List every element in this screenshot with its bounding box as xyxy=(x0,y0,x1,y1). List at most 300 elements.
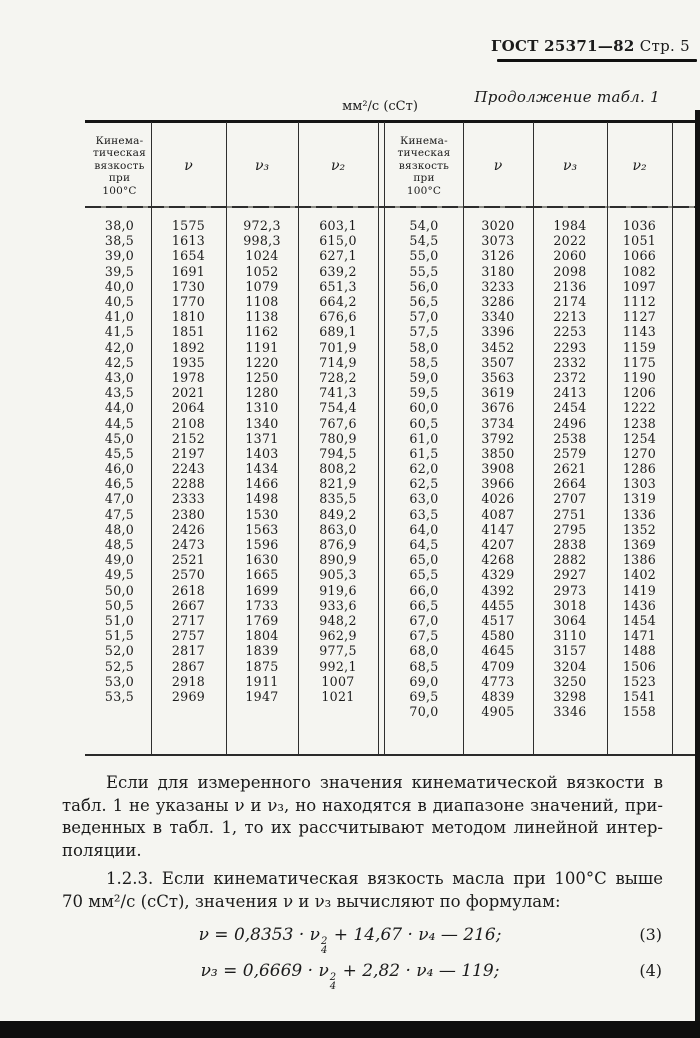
table-cell: 46,5 xyxy=(104,476,135,492)
table-cell: 808,2 xyxy=(319,461,357,477)
table-cell: 2618 xyxy=(171,582,206,598)
table-cell: 1770 xyxy=(171,294,206,310)
table-row xyxy=(88,507,378,522)
table-row xyxy=(385,385,672,400)
table-cell: 639,2 xyxy=(319,263,357,279)
table-cell: 2717 xyxy=(171,612,206,628)
table-row xyxy=(385,674,672,689)
table-row xyxy=(385,476,672,491)
table-row xyxy=(385,415,672,430)
table-cell: 3250 xyxy=(553,673,587,689)
table-cell: 1007 xyxy=(321,673,355,689)
table-row xyxy=(88,415,378,430)
table-cell: 2795 xyxy=(553,521,587,537)
table-cell: 1386 xyxy=(622,552,657,568)
paragraph-1-2-3: 1.2.3. Если кинематическая вязкость масла при 100°С выше 70 мм²/с (сСт), значения ν и ν₃ вычисляют по формулам: xyxy=(62,869,663,911)
table-cell: 1691 xyxy=(171,263,206,279)
table-cell: 2413 xyxy=(553,385,587,401)
table-cell: 2867 xyxy=(171,658,206,674)
table-row xyxy=(88,689,378,704)
table-cell: 3157 xyxy=(553,643,587,659)
table-row xyxy=(88,400,378,415)
table-cell: 50,0 xyxy=(104,582,135,598)
table-row xyxy=(385,522,672,537)
table-cell: 4773 xyxy=(481,673,515,689)
table-cell: 1892 xyxy=(171,339,206,355)
table-cell: 962,9 xyxy=(319,628,357,644)
table-cell: 2751 xyxy=(553,506,587,522)
table-cell: 3734 xyxy=(481,415,515,431)
table-cell: 664,2 xyxy=(319,294,357,310)
table-cell: 3792 xyxy=(481,430,515,446)
table-cell: 2243 xyxy=(171,461,206,477)
table-header-right xyxy=(385,126,672,206)
table-cell: 2454 xyxy=(553,400,587,416)
table-cell: 4580 xyxy=(481,628,515,644)
table-cell: 64,0 xyxy=(409,521,439,537)
table-cell: 55,5 xyxy=(409,263,439,279)
table-cell: 43,5 xyxy=(104,385,135,401)
table-cell: 3966 xyxy=(481,476,515,492)
table-row xyxy=(385,279,672,294)
table-cell: 1369 xyxy=(622,537,657,553)
table-cell: 1563 xyxy=(245,521,279,537)
table-row xyxy=(88,613,378,628)
table-cell: 61,5 xyxy=(409,445,439,461)
table-cell: 1238 xyxy=(622,415,657,431)
table-cell: 1454 xyxy=(622,612,657,628)
table-cell: 1810 xyxy=(171,309,206,325)
table-cell: 1434 xyxy=(245,461,279,477)
table-row xyxy=(88,643,378,658)
table-cell: 1851 xyxy=(171,324,206,340)
table-cell: 1190 xyxy=(622,369,657,385)
scan-edge-right xyxy=(695,110,700,1038)
equation-number-4: (4) xyxy=(639,961,662,980)
table-cell: 1498 xyxy=(245,491,279,507)
table-cell: 948,2 xyxy=(319,612,357,628)
table-cell: 1506 xyxy=(622,658,657,674)
table-cell: 1471 xyxy=(622,628,657,644)
table-cell: 52,5 xyxy=(104,658,135,674)
table-cell: 689,1 xyxy=(319,324,357,340)
table-top-rule xyxy=(85,120,697,123)
table-cell: 2882 xyxy=(553,552,587,568)
table-cell: 53,0 xyxy=(104,673,135,689)
table-cell: 58,5 xyxy=(409,354,439,370)
table-cell: 1127 xyxy=(622,309,657,325)
table-cell: 2136 xyxy=(553,278,587,294)
table-row xyxy=(88,476,378,491)
table-cell: 767,6 xyxy=(319,415,357,431)
table-cell: 1066 xyxy=(622,248,657,264)
table-cell: 60,5 xyxy=(409,415,439,431)
col-header-nu: ν xyxy=(184,158,193,174)
table-cell: 4026 xyxy=(481,491,515,507)
table-cell: 43,0 xyxy=(104,369,135,385)
table-cell: 2838 xyxy=(553,537,587,553)
col-header-nu2: ν₂ xyxy=(632,158,647,174)
table-cell: 919,6 xyxy=(319,582,357,598)
table-row xyxy=(385,446,672,461)
table-cell: 42,5 xyxy=(104,354,135,370)
table-cell: 2927 xyxy=(553,567,587,583)
table-cell: 4268 xyxy=(481,552,515,568)
table-cell: 1220 xyxy=(245,354,279,370)
table-cell: 46,0 xyxy=(104,461,135,477)
table-cell: 651,3 xyxy=(319,278,357,294)
table-cell: 2174 xyxy=(553,294,587,310)
table-cell: 2152 xyxy=(171,430,206,446)
table-cell: 1206 xyxy=(622,385,657,401)
sup-sub-stack: 2 4 xyxy=(329,972,337,992)
table-row xyxy=(88,324,378,339)
table-cell: 780,9 xyxy=(319,430,357,446)
table-cell: 2707 xyxy=(553,491,587,507)
table-cell: 4392 xyxy=(481,582,515,598)
table-cell: 38,5 xyxy=(104,233,135,249)
sup-sub-stack: 2 4 xyxy=(320,936,328,956)
table-cell: 794,5 xyxy=(319,445,357,461)
table-cell: 2380 xyxy=(171,506,206,522)
table-row xyxy=(88,658,378,673)
table-cell: 876,9 xyxy=(319,537,357,553)
table-cell: 4455 xyxy=(481,597,515,613)
table-cell: 4517 xyxy=(481,612,515,628)
header-rule xyxy=(497,59,697,62)
table-cell: 1839 xyxy=(245,643,279,659)
table-cell: 3073 xyxy=(481,233,515,249)
table-cell: 701,9 xyxy=(319,339,357,355)
table-cell: 1984 xyxy=(553,218,587,234)
table-cell: 3396 xyxy=(481,324,515,340)
table-cell: 998,3 xyxy=(243,233,281,249)
table-cell: 2757 xyxy=(171,628,206,644)
table-cell: 49,5 xyxy=(104,567,135,583)
table-cell: 38,0 xyxy=(104,218,135,234)
table-cell: 2108 xyxy=(171,415,206,431)
table-cell: 1024 xyxy=(245,248,279,264)
table-cell: 3850 xyxy=(481,445,515,461)
table-cell: 1488 xyxy=(622,643,657,659)
table-row xyxy=(88,279,378,294)
table-cell: 1280 xyxy=(245,385,279,401)
table-cell: 2333 xyxy=(171,491,206,507)
table-cell: 1630 xyxy=(245,552,279,568)
table-row xyxy=(385,567,672,582)
table-cell: 48,0 xyxy=(104,521,135,537)
table-cell: 1250 xyxy=(245,369,279,385)
table-cell: 1112 xyxy=(622,294,657,310)
page-header xyxy=(290,37,690,55)
table-cell: 2293 xyxy=(553,339,587,355)
table-cell: 2021 xyxy=(171,385,206,401)
table-cell: 61,0 xyxy=(409,430,439,446)
table-cell: 1108 xyxy=(245,294,279,310)
table-row xyxy=(88,674,378,689)
table-row xyxy=(88,233,378,248)
table-row xyxy=(88,522,378,537)
table-cell: 863,0 xyxy=(319,521,357,537)
table-cell: 1730 xyxy=(171,278,206,294)
table-cell: 1270 xyxy=(622,445,657,461)
table-cell: 2213 xyxy=(553,309,587,325)
table-cell: 1978 xyxy=(171,369,206,385)
table-cell: 1419 xyxy=(622,582,657,598)
table-cell: 1523 xyxy=(622,673,657,689)
table-cell: 1036 xyxy=(622,218,657,234)
table-cell: 45,5 xyxy=(104,445,135,461)
table-row xyxy=(88,431,378,446)
table-cell: 42,0 xyxy=(104,339,135,355)
table-cell: 53,5 xyxy=(104,688,135,704)
table-cell: 62,5 xyxy=(409,476,439,492)
table-cell: 3064 xyxy=(553,612,587,628)
table-cell: 65,0 xyxy=(409,552,439,568)
table-header-rule xyxy=(85,206,697,208)
table-row xyxy=(88,370,378,385)
table-row xyxy=(88,583,378,598)
table-row xyxy=(385,537,672,552)
table-row xyxy=(385,598,672,613)
table-cell: 66,0 xyxy=(409,582,439,598)
table-row xyxy=(385,643,672,658)
table-cell: 1319 xyxy=(622,491,657,507)
table-cell: 1665 xyxy=(245,567,279,583)
table-cell: 1286 xyxy=(622,461,657,477)
table-cell: 51,0 xyxy=(104,612,135,628)
table-cell: 2022 xyxy=(553,233,587,249)
table-cell: 972,3 xyxy=(243,218,281,234)
table-row xyxy=(385,461,672,476)
table-cell: 65,5 xyxy=(409,567,439,583)
table-cell: 3563 xyxy=(481,369,515,385)
table-cell: 3020 xyxy=(481,218,515,234)
table-cell: 66,5 xyxy=(409,597,439,613)
table-row xyxy=(385,613,672,628)
table-cell: 2426 xyxy=(171,521,206,537)
table-cell: 4645 xyxy=(481,643,515,659)
table-cell: 64,5 xyxy=(409,537,439,553)
table-cell: 2197 xyxy=(171,445,206,461)
table-cell: 2064 xyxy=(171,400,206,416)
table-row xyxy=(385,689,672,704)
table-cell: 1875 xyxy=(245,658,279,674)
table-cell: 754,4 xyxy=(319,400,357,416)
table-cell: 1191 xyxy=(245,339,279,355)
table-cell: 2521 xyxy=(171,552,206,568)
table-cell: 1541 xyxy=(622,688,657,704)
table-cell: 603,1 xyxy=(319,218,357,234)
table-cell: 1336 xyxy=(622,506,657,522)
table-cell: 977,5 xyxy=(319,643,357,659)
table-row xyxy=(88,294,378,309)
table-cell: 1530 xyxy=(245,506,279,522)
table-row xyxy=(385,355,672,370)
table-cell: 63,0 xyxy=(409,491,439,507)
table-row xyxy=(88,248,378,263)
paragraph-interpolation: Если для измеренного значения кинематической вязкости в табл. 1 не указаны ν и ν₃, но находятся в диапазоне значений, при- веденных в табл. 1, то их рассчитывают методом линейной интер- поляции. xyxy=(62,773,663,860)
table-cell: 1138 xyxy=(245,309,279,325)
table-row xyxy=(88,491,378,506)
table-cell: 1596 xyxy=(245,537,279,553)
table-cell: 39,5 xyxy=(104,263,135,279)
table-cell: 1162 xyxy=(245,324,279,340)
table-cell: 1575 xyxy=(171,218,206,234)
table-cell: 2372 xyxy=(553,369,587,385)
table-cell: 51,5 xyxy=(104,628,135,644)
table-row xyxy=(88,461,378,476)
table-row xyxy=(385,340,672,355)
table-cell: 57,0 xyxy=(409,309,439,325)
table-cell: 67,5 xyxy=(409,628,439,644)
table-cell: 2664 xyxy=(553,476,587,492)
table-row xyxy=(385,248,672,263)
table-row xyxy=(385,400,672,415)
table-cell: 2288 xyxy=(171,476,206,492)
table-cell: 57,5 xyxy=(409,324,439,340)
equation-number-3: (3) xyxy=(639,925,662,944)
table-cell: 849,2 xyxy=(319,506,357,522)
table-cell: 40,5 xyxy=(104,294,135,310)
table-row xyxy=(385,491,672,506)
table-cell: 3619 xyxy=(481,385,515,401)
table-cell: 4839 xyxy=(481,688,515,704)
table-cell: 1402 xyxy=(622,567,657,583)
table-row xyxy=(88,537,378,552)
table-cell: 1699 xyxy=(245,582,279,598)
table-cell: 1097 xyxy=(622,278,657,294)
table-cell: 48,5 xyxy=(104,537,135,553)
table-cell: 69,5 xyxy=(409,688,439,704)
table-row xyxy=(385,628,672,643)
table-cell: 1769 xyxy=(245,612,279,628)
table-cell: 4087 xyxy=(481,506,515,522)
table-cell: 2473 xyxy=(171,537,206,553)
table-cell: 59,5 xyxy=(409,385,439,401)
col-header-nu2: ν₂ xyxy=(330,158,346,174)
table-cell: 4709 xyxy=(481,658,515,674)
table-cell: 1310 xyxy=(245,400,279,416)
table-row xyxy=(88,309,378,324)
table-cell: 890,9 xyxy=(319,552,357,568)
table-cell: 3346 xyxy=(553,704,587,720)
table-cell: 47,0 xyxy=(104,491,135,507)
table-half-divider xyxy=(378,122,379,754)
table-cell: 54,0 xyxy=(409,218,439,234)
table-cell: 3452 xyxy=(481,339,515,355)
table-cell: 4147 xyxy=(481,521,515,537)
table-cell: 1303 xyxy=(622,476,657,492)
table-cell: 1052 xyxy=(245,263,279,279)
table-row xyxy=(385,218,672,233)
table-cell: 835,5 xyxy=(319,491,357,507)
table-row xyxy=(385,324,672,339)
table-cell: 2621 xyxy=(553,461,587,477)
table-cell: 2098 xyxy=(553,263,587,279)
table-cell: 2570 xyxy=(171,567,206,583)
table-row xyxy=(385,370,672,385)
table-cell: 1654 xyxy=(171,248,206,264)
table-cell: 627,1 xyxy=(319,248,357,264)
table-cell: 3110 xyxy=(553,628,587,644)
table-cell: 2969 xyxy=(171,688,206,704)
units-caption: мм²/с (сСт) xyxy=(342,99,418,114)
table-cell: 1466 xyxy=(245,476,279,492)
table-cell: 1804 xyxy=(245,628,279,644)
table-cell: 70,0 xyxy=(409,704,439,720)
table-cell: 56,0 xyxy=(409,278,439,294)
table-cell: 1558 xyxy=(622,704,657,720)
table-row xyxy=(88,340,378,355)
col-header-nu3: ν₃ xyxy=(562,158,578,174)
table-cell: 3507 xyxy=(481,354,515,370)
table-cell: 1254 xyxy=(622,430,657,446)
table-cell: 676,6 xyxy=(319,309,357,325)
table-row xyxy=(385,431,672,446)
table-cell: 1159 xyxy=(622,339,657,355)
table-cell: 3286 xyxy=(481,294,515,310)
table-cell: 1947 xyxy=(245,688,279,704)
table-cell: 3340 xyxy=(481,309,515,325)
table-cell: 44,5 xyxy=(104,415,135,431)
table-cell: 992,1 xyxy=(319,658,357,674)
table-row xyxy=(385,583,672,598)
table-cell: 1352 xyxy=(622,521,657,537)
col-header-nu3: ν₃ xyxy=(254,158,270,174)
table-cell: 3204 xyxy=(553,658,587,674)
table-cell: 40,0 xyxy=(104,278,135,294)
col-header-viscosity: Кинема- тическая вязкость при 100°С xyxy=(397,134,451,197)
table-cell: 54,5 xyxy=(409,233,439,249)
table-cell: 1079 xyxy=(245,278,279,294)
table-cell: 1613 xyxy=(171,233,206,249)
table-cell: 1436 xyxy=(622,597,657,613)
table-cell: 1403 xyxy=(245,445,279,461)
table-cell: 68,5 xyxy=(409,658,439,674)
table-cell: 69,0 xyxy=(409,673,439,689)
table-cell: 2817 xyxy=(171,643,206,659)
table-row xyxy=(385,233,672,248)
table-cell: 728,2 xyxy=(319,369,357,385)
table-cell: 44,0 xyxy=(104,400,135,416)
table-cell: 2973 xyxy=(553,582,587,598)
table-cell: 2667 xyxy=(171,597,206,613)
table-cell: 49,0 xyxy=(104,552,135,568)
table-cell: 3126 xyxy=(481,248,515,264)
table-row xyxy=(385,507,672,522)
table-cell: 1371 xyxy=(245,430,279,446)
table-cell: 1143 xyxy=(622,324,657,340)
table-row xyxy=(385,264,672,279)
table-cell: 55,0 xyxy=(409,248,439,264)
table-cell: 1175 xyxy=(622,354,657,370)
page-number-label: Стр. 5 xyxy=(639,37,690,55)
table-row xyxy=(88,552,378,567)
table-cell: 68,0 xyxy=(409,643,439,659)
table-cell: 821,9 xyxy=(319,476,357,492)
doc-number: ГОСТ 25371—82 xyxy=(490,37,635,55)
table-cell: 39,0 xyxy=(104,248,135,264)
col-header-nu: ν xyxy=(493,158,503,174)
table-cell: 41,0 xyxy=(104,309,135,325)
table-cell: 60,0 xyxy=(409,400,439,416)
table-row xyxy=(88,567,378,582)
table-cell: 1911 xyxy=(245,673,279,689)
formula-3-expression: ν = 0,8353 · ν 2 4 + 14,67 · ν₄ — 216; xyxy=(198,925,502,956)
table-cell: 47,5 xyxy=(104,506,135,522)
table-row xyxy=(385,294,672,309)
